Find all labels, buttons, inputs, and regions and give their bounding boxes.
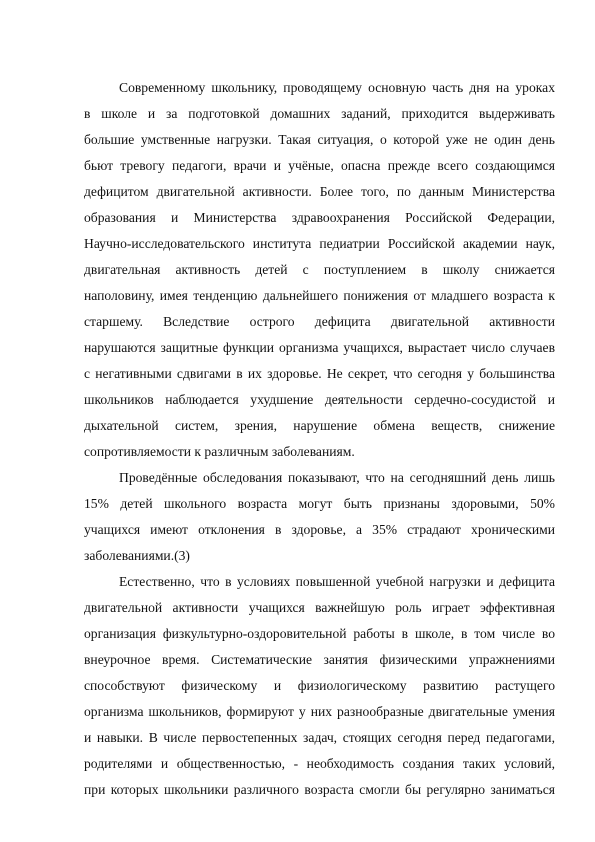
paragraph-1-line-12: с негативными сдвигами в их здоровье. Не секрет, что сегодня у большинства: [84, 366, 555, 381]
paragraph-1-line-4: бьют тревогу педагоги, врачи и учёные, опасна прежде всего создающимся: [84, 158, 555, 173]
paragraph-1-line-7: Научно-исследовательского института педиатрии Российской академии наук,: [84, 236, 555, 251]
paragraph-1-line-10: старшему. Вследствие острого дефицита двигательной активности: [84, 314, 555, 329]
paragraph-3-line-3: организация физкультурно-оздоровительной работы в школе, в том числе во: [84, 626, 555, 641]
paragraph-1-line-11: нарушаются защитные функции организма учащихся, вырастает число случаев: [84, 340, 555, 355]
paragraph-1-line-14: дыхательной систем, зрения, нарушение обмена веществ, снижение: [84, 418, 555, 433]
paragraph-3-line-4: внеурочное время. Систематические занятия физическими упражнениями: [84, 652, 555, 667]
paragraph-1-line-3: большие умственные нагрузки. Такая ситуация, о которой уже не один день: [84, 132, 555, 147]
paragraph-2-line-4: заболеваниями.(3): [84, 548, 190, 563]
paragraph-1-line-5: дефицитом двигательной активности. Более того, по данным Министерства: [84, 184, 555, 199]
paragraph-3-line-1: Естественно, что в условиях повышенной учебной нагрузки и дефицита: [119, 574, 555, 589]
paragraph-1-line-8: двигательная активность детей с поступлением в школу снижается: [84, 262, 555, 277]
paragraph-2-line-2: 15% детей школьного возраста могут быть признаны здоровыми, 50%: [84, 496, 555, 511]
paragraph-3-line-6: организма школьников, формируют у них разнообразные двигательные умения: [84, 704, 555, 719]
paragraph-2-line-1: Проведённые обследования показывают, что на сегодняшний день лишь: [119, 470, 555, 485]
paragraph-1-line-6: образования и Министерства здравоохранения Российской Федерации,: [84, 210, 555, 225]
paragraph-2-line-3: учащихся имеют отклонения в здоровье, а 35% страдают хроническими: [84, 522, 555, 537]
paragraph-3-line-8: родителями и общественностью, - необходимость создания таких условий,: [84, 756, 555, 771]
paragraph-1-line-2: в школе и за подготовкой домашних заданий, приходится выдерживать: [84, 106, 555, 121]
paragraph-3-line-5: способствуют физическому и физиологическому развитию растущего: [84, 678, 555, 693]
paragraph-1-line-1: Современному школьнику, проводящему основную часть дня на уроках: [119, 80, 555, 95]
paragraph-3-line-7: и навыки. В числе первостепенных задач, стоящих сегодня перед педагогами,: [84, 730, 555, 745]
paragraph-3-line-9: при которых школьники различного возраста смогли бы регулярно заниматься: [84, 782, 555, 797]
paragraph-1-line-9: наполовину, имея тенденцию дальнейшего понижения от младшего возраста к: [84, 288, 555, 303]
paragraph-1-line-15: сопротивляемости к различным заболеваниям.: [84, 444, 355, 459]
paragraph-1-line-13: школьников наблюдается ухудшение деятельности сердечно-сосудистой и: [84, 392, 555, 407]
paragraph-3-line-2: двигательной активности учащихся важнейшую роль играет эффективная: [84, 600, 555, 615]
